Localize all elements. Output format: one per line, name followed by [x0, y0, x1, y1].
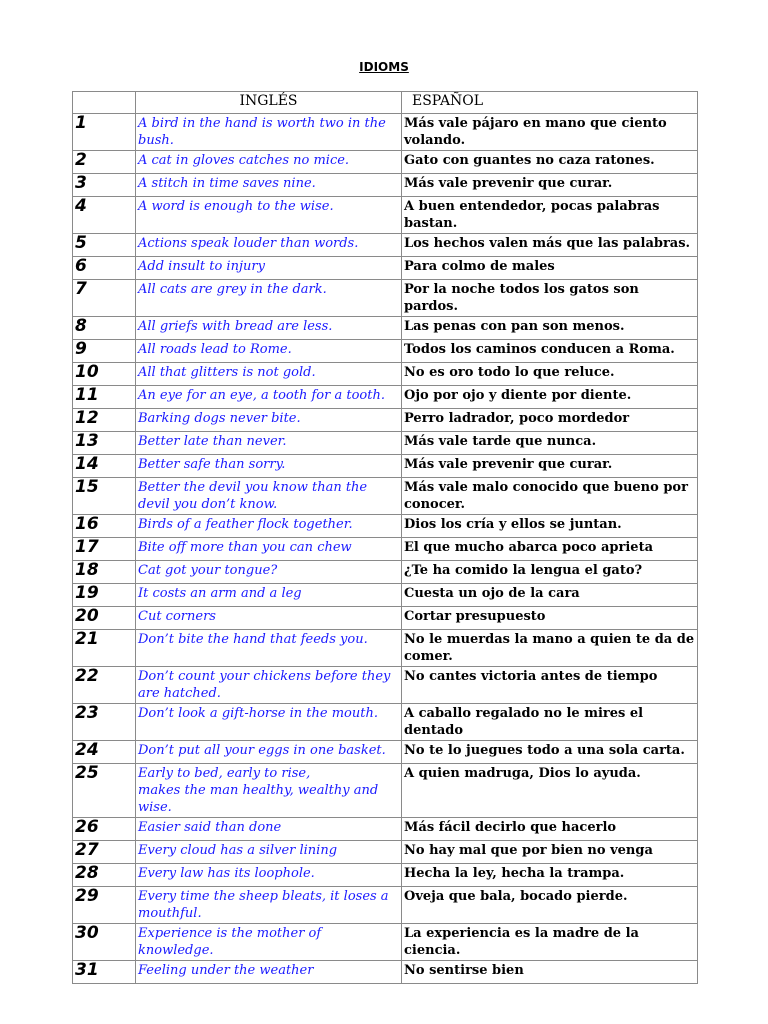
- idiom-spanish: Gato con guantes no caza ratones.: [402, 151, 698, 174]
- table-row: [73, 317, 698, 340]
- idiom-english: Every law has its loophole.: [136, 864, 402, 887]
- idiom-english: A stitch in time saves nine.: [136, 174, 402, 197]
- row-number: 23: [73, 704, 136, 741]
- row-number: 6: [73, 257, 136, 280]
- idiom-spanish: Más vale prevenir que curar.: [402, 455, 698, 478]
- row-number: 12: [73, 409, 136, 432]
- idiom-spanish: Más fácil decirlo que hacerlo: [402, 818, 698, 841]
- idiom-english: Add insult to injury: [136, 257, 402, 280]
- header-spanish: ESPAÑOL: [402, 92, 698, 114]
- row-number: 13: [73, 432, 136, 455]
- row-number: 26: [73, 818, 136, 841]
- row-number: 20: [73, 607, 136, 630]
- row-number: 5: [73, 234, 136, 257]
- row-number: 9: [73, 340, 136, 363]
- idiom-spanish: A caballo regalado no le mires el dentado: [402, 704, 698, 741]
- row-number: 16: [73, 515, 136, 538]
- idiom-spanish: Dios los cría y ellos se juntan.: [402, 515, 698, 538]
- idiom-spanish: No te lo juegues todo a una sola carta.: [402, 741, 698, 764]
- table-row: [73, 704, 698, 741]
- idiom-english: Better safe than sorry.: [136, 455, 402, 478]
- idiom-spanish: Más vale malo conocido que bueno por conocer.: [402, 478, 698, 515]
- table-row: [73, 455, 698, 478]
- table-row: [73, 864, 698, 887]
- table-row: [73, 432, 698, 455]
- idiom-spanish: ¿Te ha comido la lengua el gato?: [402, 561, 698, 584]
- idiom-spanish: Para colmo de males: [402, 257, 698, 280]
- idiom-spanish: Oveja que bala, bocado pierde.: [402, 887, 698, 924]
- idiom-english: Actions speak louder than words.: [136, 234, 402, 257]
- row-number: 8: [73, 317, 136, 340]
- idiom-english: All cats are grey in the dark.: [136, 280, 402, 317]
- page-title: IDIOMS: [359, 60, 409, 74]
- row-number: 18: [73, 561, 136, 584]
- idiom-english: It costs an arm and a leg: [136, 584, 402, 607]
- idiom-english: Don’t look a gift-horse in the mouth.: [136, 704, 402, 741]
- idiom-spanish: Todos los caminos conducen a Roma.: [402, 340, 698, 363]
- row-number: 27: [73, 841, 136, 864]
- table-row: [73, 961, 698, 984]
- row-number: 4: [73, 197, 136, 234]
- row-number: 29: [73, 887, 136, 924]
- idiom-spanish: Más vale tarde que nunca.: [402, 432, 698, 455]
- idiom-english: A cat in gloves catches no mice.: [136, 151, 402, 174]
- idiom-spanish: No cantes victoria antes de tiempo: [402, 667, 698, 704]
- idiom-english: Cat got your tongue?: [136, 561, 402, 584]
- table-row: [73, 386, 698, 409]
- idiom-spanish: Cuesta un ojo de la cara: [402, 584, 698, 607]
- row-number: 30: [73, 924, 136, 961]
- idiom-english: Every time the sheep bleats, it loses a mouthful.: [136, 887, 402, 924]
- row-number: 21: [73, 630, 136, 667]
- idiom-english: All that glitters is not gold.: [136, 363, 402, 386]
- row-number: 2: [73, 151, 136, 174]
- table-row: [73, 764, 698, 818]
- idiom-spanish: Ojo por ojo y diente por diente.: [402, 386, 698, 409]
- header-english: INGLÉS: [136, 92, 402, 114]
- idiom-english: Experience is the mother of knowledge.: [136, 924, 402, 961]
- row-number: 28: [73, 864, 136, 887]
- idiom-spanish: Cortar presupuesto: [402, 607, 698, 630]
- row-number: 3: [73, 174, 136, 197]
- idiom-spanish: Hecha la ley, hecha la trampa.: [402, 864, 698, 887]
- idiom-english: Birds of a feather flock together.: [136, 515, 402, 538]
- table-row: [73, 538, 698, 561]
- table-row: [73, 174, 698, 197]
- row-number: 22: [73, 667, 136, 704]
- idiom-english: Don’t put all your eggs in one basket.: [136, 741, 402, 764]
- table-row: [73, 363, 698, 386]
- idiom-spanish: A quien madruga, Dios lo ayuda.: [402, 764, 698, 818]
- idiom-spanish: La experiencia es la madre de la ciencia.: [402, 924, 698, 961]
- table-row: [73, 409, 698, 432]
- idiom-spanish: Más vale prevenir que curar.: [402, 174, 698, 197]
- idiom-english: Don’t count your chickens before they are hatched.: [136, 667, 402, 704]
- table-row: [73, 478, 698, 515]
- idiom-spanish: Los hechos valen más que las palabras.: [402, 234, 698, 257]
- table-row: [73, 151, 698, 174]
- row-number: 1: [73, 114, 136, 151]
- row-number: 15: [73, 478, 136, 515]
- table-row: [73, 114, 698, 151]
- idiom-english: All roads lead to Rome.: [136, 340, 402, 363]
- table-row: [73, 234, 698, 257]
- table-row: [73, 515, 698, 538]
- idiom-spanish: Por la noche todos los gatos son pardos.: [402, 280, 698, 317]
- row-number: 11: [73, 386, 136, 409]
- idiom-english: Feeling under the weather: [136, 961, 402, 984]
- idiom-english: An eye for an eye, a tooth for a tooth.: [136, 386, 402, 409]
- table-row: [73, 584, 698, 607]
- row-number: 10: [73, 363, 136, 386]
- table-row: [73, 280, 698, 317]
- idiom-spanish: No le muerdas la mano a quien te da de comer.: [402, 630, 698, 667]
- row-number: 17: [73, 538, 136, 561]
- idiom-spanish: Perro ladrador, poco mordedor: [402, 409, 698, 432]
- table-row: [73, 841, 698, 864]
- idiom-spanish: A buen entendedor, pocas palabras bastan.: [402, 197, 698, 234]
- table-row: [73, 630, 698, 667]
- idiom-english: A word is enough to the wise.: [136, 197, 402, 234]
- row-number: 14: [73, 455, 136, 478]
- row-number: 24: [73, 741, 136, 764]
- idiom-english: Cut corners: [136, 607, 402, 630]
- table-row: [73, 340, 698, 363]
- idiom-english: Bite off more than you can chew: [136, 538, 402, 561]
- table-row: [73, 607, 698, 630]
- idiom-english: Easier said than done: [136, 818, 402, 841]
- table-row: [73, 887, 698, 924]
- header-number: [73, 92, 136, 114]
- table-header-row: [73, 92, 698, 114]
- table-row: [73, 818, 698, 841]
- idiom-english: A bird in the hand is worth two in the bush.: [136, 114, 402, 151]
- row-number: 25: [73, 764, 136, 818]
- idiom-english: Barking dogs never bite.: [136, 409, 402, 432]
- table-row: [73, 561, 698, 584]
- table-row: [73, 741, 698, 764]
- idiom-spanish: Más vale pájaro en mano que ciento volando.: [402, 114, 698, 151]
- table-row: [73, 924, 698, 961]
- idiom-spanish: No sentirse bien: [402, 961, 698, 984]
- idiom-spanish: No hay mal que por bien no venga: [402, 841, 698, 864]
- idiom-english: Better late than never.: [136, 432, 402, 455]
- row-number: 19: [73, 584, 136, 607]
- idioms-table: [72, 91, 698, 984]
- table-row: [73, 257, 698, 280]
- table-row: [73, 197, 698, 234]
- idiom-spanish: No es oro todo lo que reluce.: [402, 363, 698, 386]
- idiom-english: Better the devil you know than the devil you don’t know.: [136, 478, 402, 515]
- idiom-english: Don’t bite the hand that feeds you.: [136, 630, 402, 667]
- row-number: 7: [73, 280, 136, 317]
- table-row: [73, 667, 698, 704]
- idiom-english: Early to bed, early to rise, makes the man healthy, wealthy and wise.: [136, 764, 402, 818]
- idiom-spanish: El que mucho abarca poco aprieta: [402, 538, 698, 561]
- idiom-spanish: Las penas con pan son menos.: [402, 317, 698, 340]
- row-number: 31: [73, 961, 136, 984]
- idiom-english: All griefs with bread are less.: [136, 317, 402, 340]
- idiom-english: Every cloud has a silver lining: [136, 841, 402, 864]
